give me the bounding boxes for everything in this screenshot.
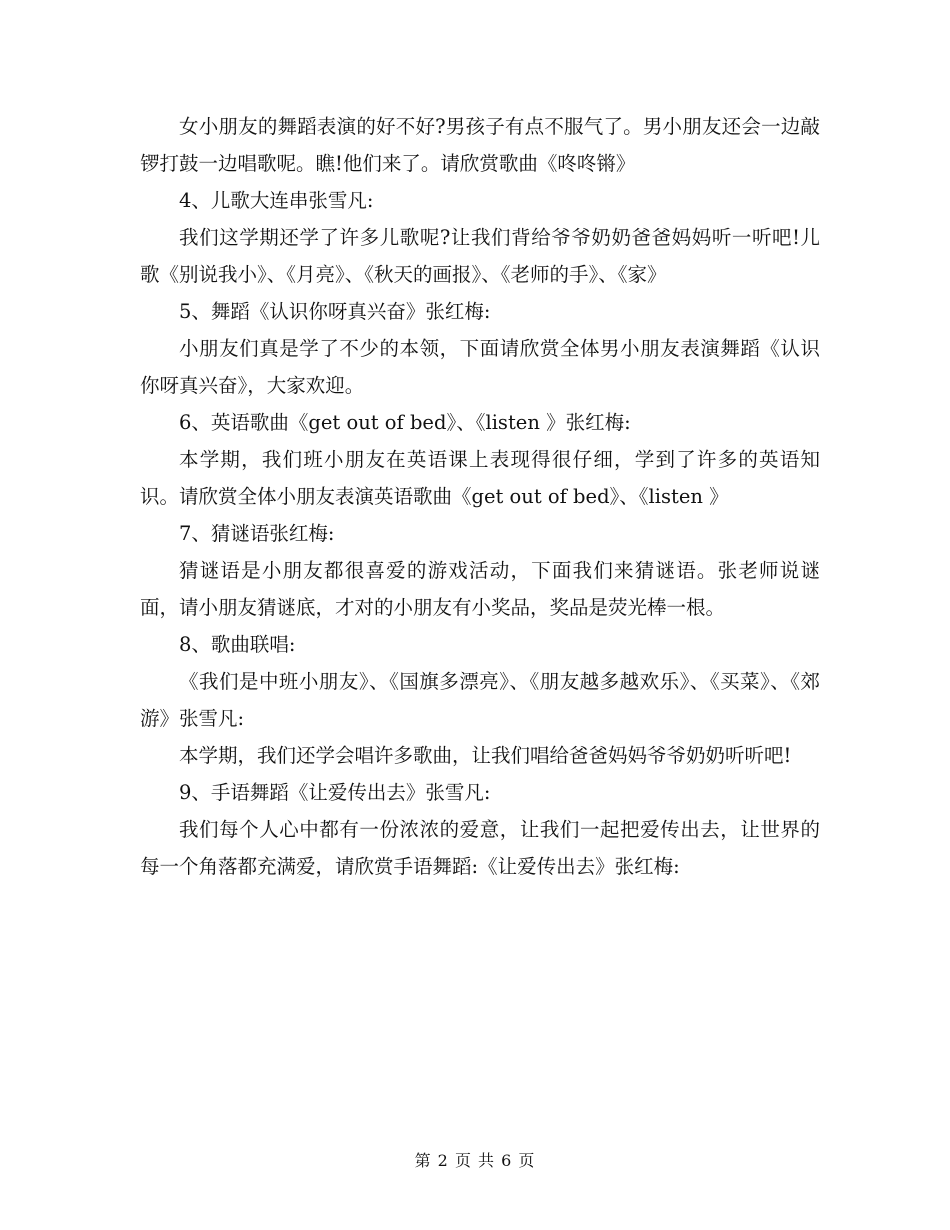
paragraph: 猜谜语是小朋友都很喜爱的游戏活动，下面我们来猜谜语。张老师说谜面，请小朋友猜谜底，才对的小朋友有小奖品，奖品是荧光棒一根。 <box>140 559 820 619</box>
document-body <box>140 108 820 885</box>
paragraph: 女小朋友的舞蹈表演的好不好?男孩子有点不服气了。男小朋友还会一边敲锣打鼓一边唱歌呢。瞧!他们来了。请欣赏歌曲《咚咚锵》 <box>140 115 820 175</box>
section-heading: 6、英语歌曲《get out of bed》、《listen 》张红梅: <box>179 411 631 434</box>
paragraph: 我们这学期还学了许多儿歌呢?让我们背给爷爷奶奶爸爸妈妈听一听吧!儿歌《别说我小》、《月亮》、《秋天的画报》、《老师的手》、《家》 <box>140 226 820 286</box>
section-heading: 9、手语舞蹈《让爱传出去》张雪凡: <box>179 781 491 804</box>
paragraph: 小朋友们真是学了不少的本领，下面请欣赏全体男小朋友表演舞蹈《认识你呀真兴奋》，大家欢迎。 <box>140 337 820 397</box>
section-heading: 8、歌曲联唱: <box>179 633 296 656</box>
page-number-footer: 第 2 页 共 6 页 <box>414 1151 536 1170</box>
paragraph: 本学期，我们还学会唱许多歌曲，让我们唱给爸爸妈妈爷爷奶奶听听吧! <box>179 744 792 767</box>
paragraph: 《我们是中班小朋友》、《国旗多漂亮》、《朋友越多越欢乐》、《买菜》、《郊游》张雪凡: <box>140 670 820 730</box>
section-heading: 7、猜谜语张红梅: <box>179 522 335 545</box>
section-heading: 5、舞蹈《认识你呀真兴奋》张红梅: <box>179 300 491 323</box>
paragraph: 本学期，我们班小朋友在英语课上表现得很仔细，学到了许多的英语知识。请欣赏全体小朋友表演英语歌曲《get out of bed》、《listen 》 <box>140 448 820 508</box>
paragraph: 我们每个人心中都有一份浓浓的爱意，让我们一起把爱传出去，让世界的每一个角落都充满爱，请欣赏手语舞蹈:《让爱传出去》张红梅: <box>140 818 820 878</box>
section-heading: 4、儿歌大连串张雪凡: <box>179 189 374 212</box>
